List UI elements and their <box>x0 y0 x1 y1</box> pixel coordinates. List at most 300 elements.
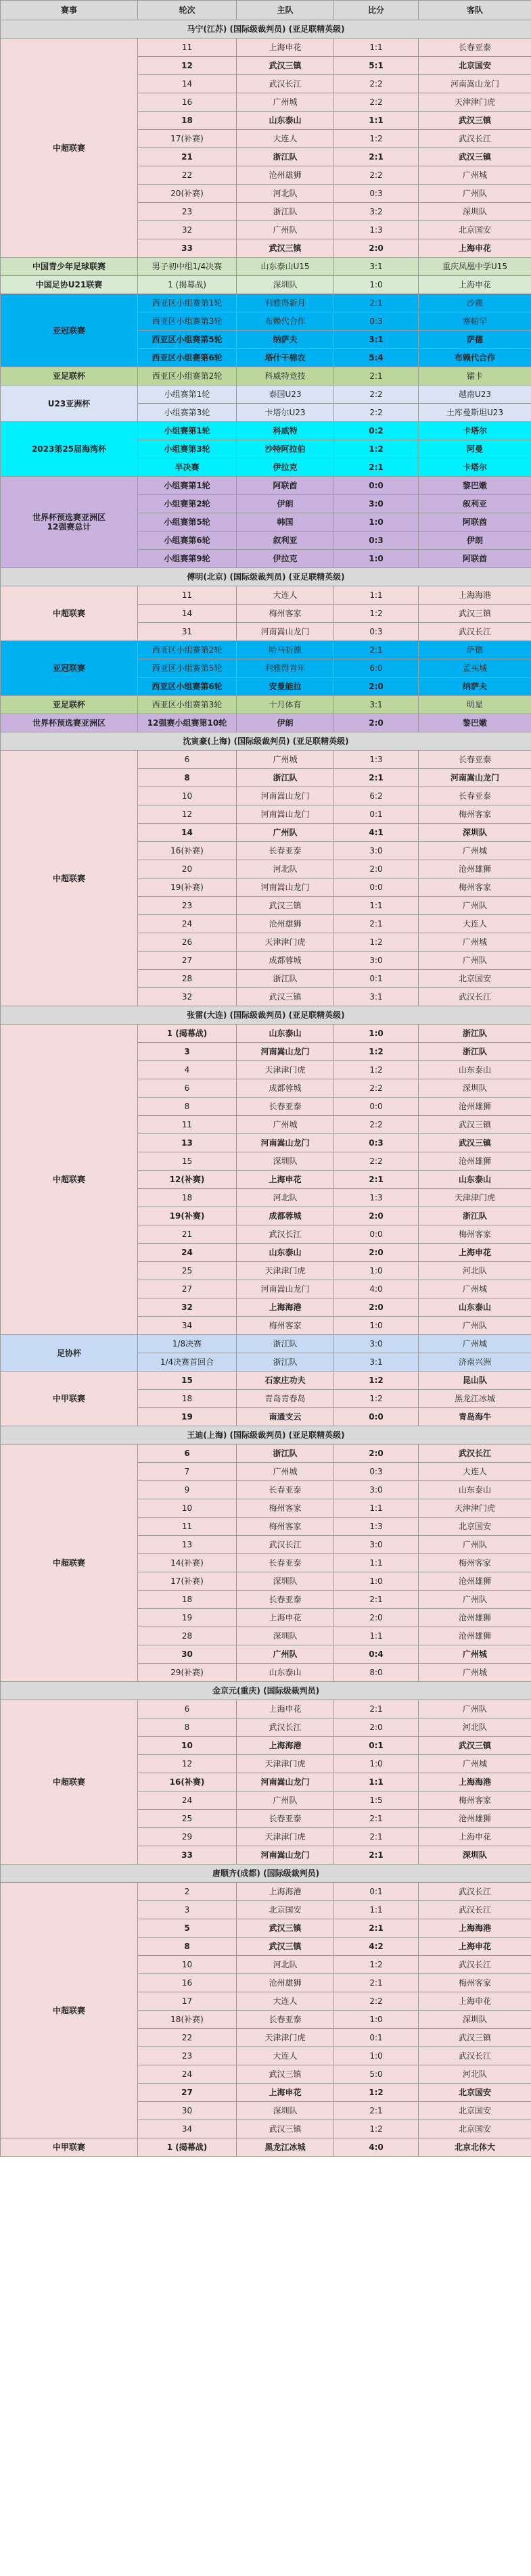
round-cell: 9 <box>138 1481 237 1499</box>
away-team-cell: 武汉长江 <box>419 1901 531 1919</box>
round-cell: 13 <box>138 1536 237 1554</box>
referee-name: 张雷(大连) (国际级裁判员) (亚足联精英级) <box>1 1006 531 1025</box>
round-cell: 8 <box>138 1718 237 1737</box>
round-cell: 15 <box>138 1372 237 1390</box>
away-team-cell: 广州队 <box>419 1591 531 1609</box>
round-cell: 10 <box>138 787 237 805</box>
home-team-cell: 浙江队 <box>237 970 334 988</box>
home-team-cell: 利雅得新月 <box>237 294 334 312</box>
score-cell: 2:2 <box>334 166 419 185</box>
score-cell: 2:1 <box>334 769 419 787</box>
competition-cell <box>1 276 138 294</box>
away-team-cell: 大连人 <box>419 1463 531 1481</box>
score-cell: 1:2 <box>334 2084 419 2102</box>
away-team-cell: 广州队 <box>419 185 531 203</box>
round-cell: 2 <box>138 1883 237 1901</box>
round-cell: 半决赛 <box>138 459 237 477</box>
score-cell: 1:0 <box>334 1025 419 1043</box>
score-cell: 0:3 <box>334 1463 419 1481</box>
away-team-cell: 北京国安 <box>419 970 531 988</box>
home-team-cell: 塔什干棉农 <box>237 349 334 367</box>
score-cell: 3:0 <box>334 1481 419 1499</box>
home-team-cell: 广州队 <box>237 824 334 842</box>
away-team-cell: 广州城 <box>419 933 531 952</box>
round-cell: 22 <box>138 166 237 185</box>
away-team-cell: 昆山队 <box>419 1372 531 1390</box>
home-team-cell: 石家庄功夫 <box>237 1372 334 1390</box>
away-team-cell: 武汉长江 <box>419 1956 531 1974</box>
match-row <box>1 39 531 57</box>
away-team-cell: 北京国安 <box>419 221 531 239</box>
score-cell: 6:2 <box>334 787 419 805</box>
score-cell: 0:3 <box>334 312 419 331</box>
away-team-cell: 萨德 <box>419 331 531 349</box>
home-team-cell: 伊拉克 <box>237 550 334 568</box>
score-cell: 4:1 <box>334 824 419 842</box>
away-team-cell: 长春亚泰 <box>419 39 531 57</box>
away-team-cell: 萨德 <box>419 641 531 659</box>
match-row <box>1 696 531 714</box>
score-cell: 2:0 <box>334 1609 419 1627</box>
away-team-cell: 深圳队 <box>419 2011 531 2029</box>
home-team-cell: 武汉三镇 <box>237 1938 334 1956</box>
round-cell: 1 (揭幕战) <box>138 1025 237 1043</box>
score-cell: 2:0 <box>334 678 419 696</box>
away-team-cell: 大连人 <box>419 915 531 933</box>
home-team-cell: 梅州客家 <box>237 605 334 623</box>
round-cell: 小组赛第1轮 <box>138 385 237 404</box>
home-team-cell: 广州队 <box>237 221 334 239</box>
away-team-cell: 上海海港 <box>419 586 531 605</box>
away-team-cell: 北京国安 <box>419 2120 531 2138</box>
score-cell: 3:1 <box>334 258 419 276</box>
away-team-cell: 广州城 <box>419 1280 531 1298</box>
match-row <box>1 1372 531 1390</box>
round-cell: 16 <box>138 93 237 112</box>
away-team-cell: 上海申花 <box>419 1828 531 1846</box>
away-team-cell: 阿联酋 <box>419 550 531 568</box>
match-row <box>1 1445 531 1463</box>
away-team-cell: 上海申花 <box>419 1938 531 1956</box>
competition-name: 亚足联杯 <box>52 700 85 709</box>
score-cell: 2:1 <box>334 459 419 477</box>
home-team-cell: 成都蓉城 <box>237 952 334 970</box>
round-cell: 小组赛第2轮 <box>138 495 237 513</box>
score-cell: 0:1 <box>334 1883 419 1901</box>
round-cell: 18 <box>138 1591 237 1609</box>
away-team-cell: 重庆凤凰中学U15 <box>419 258 531 276</box>
round-cell: 14 <box>138 605 237 623</box>
away-team-cell: 上海申花 <box>419 239 531 258</box>
round-cell: 13 <box>138 1134 237 1152</box>
competition-cell <box>1 586 138 641</box>
away-team-cell: 天津津门虎 <box>419 1499 531 1518</box>
score-cell: 1:1 <box>334 897 419 915</box>
score-cell: 1:2 <box>334 2120 419 2138</box>
round-cell: 西亚区小组赛第5轮 <box>138 331 237 349</box>
away-team-cell: 上海海港 <box>419 1919 531 1938</box>
score-cell: 2:2 <box>334 93 419 112</box>
away-team-cell: 伊朗 <box>419 532 531 550</box>
score-cell: 2:2 <box>334 1152 419 1171</box>
score-cell: 0:0 <box>334 1408 419 1426</box>
referee-header-row <box>1 1682 531 1700</box>
match-row <box>1 714 531 732</box>
round-cell: 西亚区小组赛第2轮 <box>138 641 237 659</box>
away-team-cell: 河北队 <box>419 1262 531 1280</box>
home-team-cell: 梅州客家 <box>237 1518 334 1536</box>
away-team-cell: 北京国安 <box>419 2102 531 2120</box>
home-team-cell: 天津津门虎 <box>237 1262 334 1280</box>
score-cell: 1:2 <box>334 933 419 952</box>
score-cell: 2:0 <box>334 1244 419 1262</box>
match-row <box>1 477 531 495</box>
score-cell: 2:1 <box>334 1591 419 1609</box>
home-team-cell: 哈马祈德 <box>237 641 334 659</box>
round-cell: 28 <box>138 970 237 988</box>
home-team-cell: 河北队 <box>237 1956 334 1974</box>
score-cell: 8:0 <box>334 1664 419 1682</box>
round-cell: 1 (揭幕战) <box>138 276 237 294</box>
competition-cell <box>1 2138 138 2157</box>
score-cell: 0:1 <box>334 1737 419 1755</box>
score-cell: 0:1 <box>334 970 419 988</box>
header-score: 比分 <box>334 1 419 20</box>
home-team-cell: 河南嵩山龙门 <box>237 1846 334 1865</box>
score-cell: 1:0 <box>334 1262 419 1280</box>
home-team-cell: 纳萨夫 <box>237 331 334 349</box>
away-team-cell: 天津津门虎 <box>419 1189 531 1207</box>
round-cell: 3 <box>138 1901 237 1919</box>
round-cell: 15 <box>138 1152 237 1171</box>
away-team-cell: 武汉长江 <box>419 988 531 1006</box>
competition-cell <box>1 1883 138 2138</box>
home-team-cell: 南通支云 <box>237 1408 334 1426</box>
round-cell: 西亚区小组赛第6轮 <box>138 349 237 367</box>
round-cell: 3 <box>138 1043 237 1061</box>
referee-header-row <box>1 1006 531 1025</box>
home-team-cell: 武汉三镇 <box>237 57 334 75</box>
away-team-cell: 武汉三镇 <box>419 1737 531 1755</box>
home-team-cell: 河南嵩山龙门 <box>237 1280 334 1298</box>
away-team-cell: 武汉三镇 <box>419 1116 531 1134</box>
round-cell: 19 <box>138 1408 237 1426</box>
away-team-cell: 深圳队 <box>419 824 531 842</box>
home-team-cell: 天津津门虎 <box>237 1828 334 1846</box>
home-team-cell: 河南嵩山龙门 <box>237 623 334 641</box>
home-team-cell: 天津津门虎 <box>237 1061 334 1079</box>
round-cell: 18 <box>138 112 237 130</box>
competition-cell <box>1 422 138 477</box>
score-cell: 0:3 <box>334 532 419 550</box>
match-row <box>1 422 531 440</box>
round-cell: 12 <box>138 1755 237 1773</box>
home-team-cell: 十月体育 <box>237 696 334 714</box>
round-cell: 30 <box>138 2102 237 2120</box>
home-team-cell: 长春亚泰 <box>237 1810 334 1828</box>
away-team-cell: 梅州客家 <box>419 805 531 824</box>
header-competition: 赛事 <box>1 1 138 20</box>
score-cell: 0:3 <box>334 1134 419 1152</box>
referee-header-row <box>1 1865 531 1883</box>
away-team-cell: 阿曼 <box>419 440 531 459</box>
round-cell: 1/4决赛首回合 <box>138 1353 237 1372</box>
referee-header-row <box>1 20 531 39</box>
score-cell: 4:2 <box>334 1938 419 1956</box>
score-cell: 1:1 <box>334 1499 419 1518</box>
competition-name: 中超联赛 <box>52 1175 85 1184</box>
score-cell: 1:3 <box>334 1518 419 1536</box>
score-cell: 0:3 <box>334 185 419 203</box>
home-team-cell: 深圳队 <box>237 1152 334 1171</box>
competition-name: 中超联赛 <box>52 2005 85 2015</box>
round-cell: 34 <box>138 2120 237 2138</box>
round-cell: 1 (揭幕战) <box>138 2138 237 2157</box>
home-team-cell: 广州城 <box>237 93 334 112</box>
home-team-cell: 武汉三镇 <box>237 2065 334 2084</box>
away-team-cell: 武汉三镇 <box>419 2029 531 2047</box>
away-team-cell: 沧州雄狮 <box>419 1572 531 1591</box>
competition-name: 足协杯 <box>56 1348 81 1358</box>
table-body <box>1 20 531 2157</box>
match-row <box>1 1883 531 1901</box>
score-cell: 2:1 <box>334 1828 419 1846</box>
round-cell: 7 <box>138 1463 237 1481</box>
home-team-cell: 河北队 <box>237 185 334 203</box>
home-team-cell: 布赖代合作 <box>237 312 334 331</box>
away-team-cell: 武汉三镇 <box>419 112 531 130</box>
home-team-cell: 科威特 <box>237 422 334 440</box>
match-row <box>1 367 531 385</box>
competition-cell <box>1 1700 138 1865</box>
away-team-cell: 广州城 <box>419 842 531 860</box>
away-team-cell: 武汉长江 <box>419 130 531 148</box>
away-team-cell: 北京国安 <box>419 2084 531 2102</box>
away-team-cell: 上海申花 <box>419 1992 531 2011</box>
home-team-cell: 深圳队 <box>237 2102 334 2120</box>
round-cell: 17(补赛) <box>138 1572 237 1591</box>
round-cell: 19(补赛) <box>138 1207 237 1225</box>
score-cell: 2:1 <box>334 1171 419 1189</box>
score-cell: 2:2 <box>334 1992 419 2011</box>
competition-name: 中超联赛 <box>52 609 85 618</box>
referee-header-row <box>1 732 531 751</box>
score-cell: 1:2 <box>334 1043 419 1061</box>
away-team-cell: 河北队 <box>419 1718 531 1737</box>
round-cell: 17 <box>138 1992 237 2011</box>
score-cell: 3:0 <box>334 495 419 513</box>
match-row <box>1 641 531 659</box>
away-team-cell: 广州队 <box>419 1536 531 1554</box>
score-cell: 1:1 <box>334 112 419 130</box>
home-team-cell: 浙江队 <box>237 1353 334 1372</box>
score-cell: 3:1 <box>334 1353 419 1372</box>
score-cell: 1:5 <box>334 1792 419 1810</box>
away-team-cell: 沧州雄狮 <box>419 1152 531 1171</box>
home-team-cell: 长春亚泰 <box>237 1098 334 1116</box>
away-team-cell: 明星 <box>419 696 531 714</box>
home-team-cell: 深圳队 <box>237 1572 334 1591</box>
home-team-cell: 深圳队 <box>237 1627 334 1645</box>
home-team-cell: 天津津门虎 <box>237 2029 334 2047</box>
round-cell: 10 <box>138 1956 237 1974</box>
away-team-cell: 浙江队 <box>419 1025 531 1043</box>
home-team-cell: 大连人 <box>237 1992 334 2011</box>
referee-name: 马宁(江苏) (国际级裁判员) (亚足联精英级) <box>1 20 531 39</box>
competition-cell <box>1 294 138 367</box>
score-cell: 3:1 <box>334 988 419 1006</box>
score-cell: 2:0 <box>334 1445 419 1463</box>
score-cell: 1:0 <box>334 513 419 532</box>
score-cell: 3:2 <box>334 203 419 221</box>
away-team-cell: 梅州客家 <box>419 1554 531 1572</box>
home-team-cell: 阿联酋 <box>237 477 334 495</box>
score-cell: 2:0 <box>334 1298 419 1317</box>
round-cell: 小组赛第3轮 <box>138 404 237 422</box>
home-team-cell: 伊朗 <box>237 714 334 732</box>
match-row <box>1 385 531 404</box>
round-cell: 30 <box>138 1645 237 1664</box>
home-team-cell: 上海申花 <box>237 2084 334 2102</box>
away-team-cell: 上海申花 <box>419 1244 531 1262</box>
home-team-cell: 山东泰山 <box>237 1664 334 1682</box>
home-team-cell: 梅州客家 <box>237 1317 334 1335</box>
table-header <box>1 1 531 20</box>
away-team-cell: 卡塔尔 <box>419 459 531 477</box>
away-team-cell: 武汉长江 <box>419 623 531 641</box>
score-cell: 2:1 <box>334 641 419 659</box>
home-team-cell: 浙江队 <box>237 148 334 166</box>
referee-header-row <box>1 1426 531 1445</box>
competition-name: 2023第25届海湾杯 <box>31 444 107 454</box>
score-cell: 1:0 <box>334 276 419 294</box>
score-cell: 3:0 <box>334 952 419 970</box>
score-cell: 6:0 <box>334 659 419 678</box>
round-cell: 32 <box>138 1298 237 1317</box>
match-row <box>1 276 531 294</box>
home-team-cell: 浙江队 <box>237 1335 334 1353</box>
score-cell: 0:4 <box>334 1645 419 1664</box>
round-cell: 6 <box>138 1445 237 1463</box>
home-team-cell: 黑龙江冰城 <box>237 2138 334 2157</box>
round-cell: 24 <box>138 1792 237 1810</box>
home-team-cell: 韩国 <box>237 513 334 532</box>
away-team-cell: 山东泰山 <box>419 1171 531 1189</box>
round-cell: 男子初中组1/4决赛 <box>138 258 237 276</box>
home-team-cell: 沧州雄狮 <box>237 1974 334 1992</box>
header-home-team: 主队 <box>237 1 334 20</box>
round-cell: 小组赛第9轮 <box>138 550 237 568</box>
competition-cell <box>1 641 138 696</box>
home-team-cell: 广州队 <box>237 1645 334 1664</box>
match-row <box>1 258 531 276</box>
round-cell: 6 <box>138 1700 237 1718</box>
away-team-cell: 镭卡 <box>419 367 531 385</box>
score-cell: 1:0 <box>334 550 419 568</box>
round-cell: 1/8决赛 <box>138 1335 237 1353</box>
score-cell: 2:1 <box>334 148 419 166</box>
home-team-cell: 武汉三镇 <box>237 988 334 1006</box>
competition-name: 世界杯预选赛亚洲区 <box>32 718 106 728</box>
competition-cell <box>1 39 138 258</box>
competition-cell <box>1 714 138 732</box>
home-team-cell: 北京国安 <box>237 1901 334 1919</box>
round-cell: 22 <box>138 2029 237 2047</box>
home-team-cell: 伊朗 <box>237 495 334 513</box>
score-cell: 1:0 <box>334 2047 419 2065</box>
away-team-cell: 山东泰山 <box>419 1481 531 1499</box>
competition-name: 中甲联赛 <box>52 1394 85 1403</box>
match-row <box>1 1025 531 1043</box>
competition-name: U23亚洲杯 <box>47 398 91 408</box>
referee-name: 唐顺齐(成都) (国际级裁判员) <box>1 1865 531 1883</box>
away-team-cell: 深圳队 <box>419 203 531 221</box>
home-team-cell: 上海申花 <box>237 1171 334 1189</box>
competition-name: 中超联赛 <box>52 1558 85 1568</box>
score-cell: 0:3 <box>334 623 419 641</box>
away-team-cell: 叙利亚 <box>419 495 531 513</box>
home-team-cell: 山东泰山U15 <box>237 258 334 276</box>
away-team-cell: 纳萨夫 <box>419 678 531 696</box>
away-team-cell: 长春亚泰 <box>419 751 531 769</box>
round-cell: 31 <box>138 623 237 641</box>
score-cell: 3:1 <box>334 696 419 714</box>
score-cell: 2:0 <box>334 1718 419 1737</box>
home-team-cell: 成都蓉城 <box>237 1207 334 1225</box>
away-team-cell: 广州队 <box>419 1317 531 1335</box>
score-cell: 3:0 <box>334 1335 419 1353</box>
round-cell: 26 <box>138 933 237 952</box>
away-team-cell: 广州城 <box>419 1645 531 1664</box>
round-cell: 27 <box>138 1280 237 1298</box>
header-round: 轮次 <box>138 1 237 20</box>
home-team-cell: 武汉长江 <box>237 1718 334 1737</box>
match-row <box>1 1335 531 1353</box>
competition-name: 12强赛总计 <box>47 522 91 532</box>
away-team-cell: 武汉长江 <box>419 1445 531 1463</box>
home-team-cell: 上海海港 <box>237 1883 334 1901</box>
away-team-cell: 深圳队 <box>419 1079 531 1098</box>
away-team-cell: 梅州客家 <box>419 879 531 897</box>
round-cell: 19 <box>138 1609 237 1627</box>
away-team-cell: 沧州雄狮 <box>419 1810 531 1828</box>
away-team-cell: 广州城 <box>419 1664 531 1682</box>
home-team-cell: 河北队 <box>237 1189 334 1207</box>
score-cell: 1:3 <box>334 751 419 769</box>
away-team-cell: 天津津门虎 <box>419 93 531 112</box>
away-team-cell: 沙震 <box>419 294 531 312</box>
away-team-cell: 山东泰山 <box>419 1298 531 1317</box>
competition-cell <box>1 1025 138 1335</box>
home-team-cell: 沧州雄狮 <box>237 915 334 933</box>
home-team-cell: 成都蓉城 <box>237 1079 334 1098</box>
round-cell: 小组赛第6轮 <box>138 532 237 550</box>
round-cell: 12 <box>138 57 237 75</box>
home-team-cell: 武汉三镇 <box>237 1919 334 1938</box>
score-cell: 1:2 <box>334 1956 419 1974</box>
score-cell: 2:2 <box>334 75 419 93</box>
score-cell: 5:0 <box>334 2065 419 2084</box>
score-cell: 0:1 <box>334 2029 419 2047</box>
round-cell: 34 <box>138 1317 237 1335</box>
score-cell: 1:1 <box>334 586 419 605</box>
competition-cell <box>1 1335 138 1372</box>
competition-cell <box>1 258 138 276</box>
home-team-cell: 河南嵩山龙门 <box>237 787 334 805</box>
away-team-cell: 越南U23 <box>419 385 531 404</box>
home-team-cell: 长春亚泰 <box>237 1481 334 1499</box>
competition-name: 中国青少年足球联赛 <box>32 262 106 271</box>
